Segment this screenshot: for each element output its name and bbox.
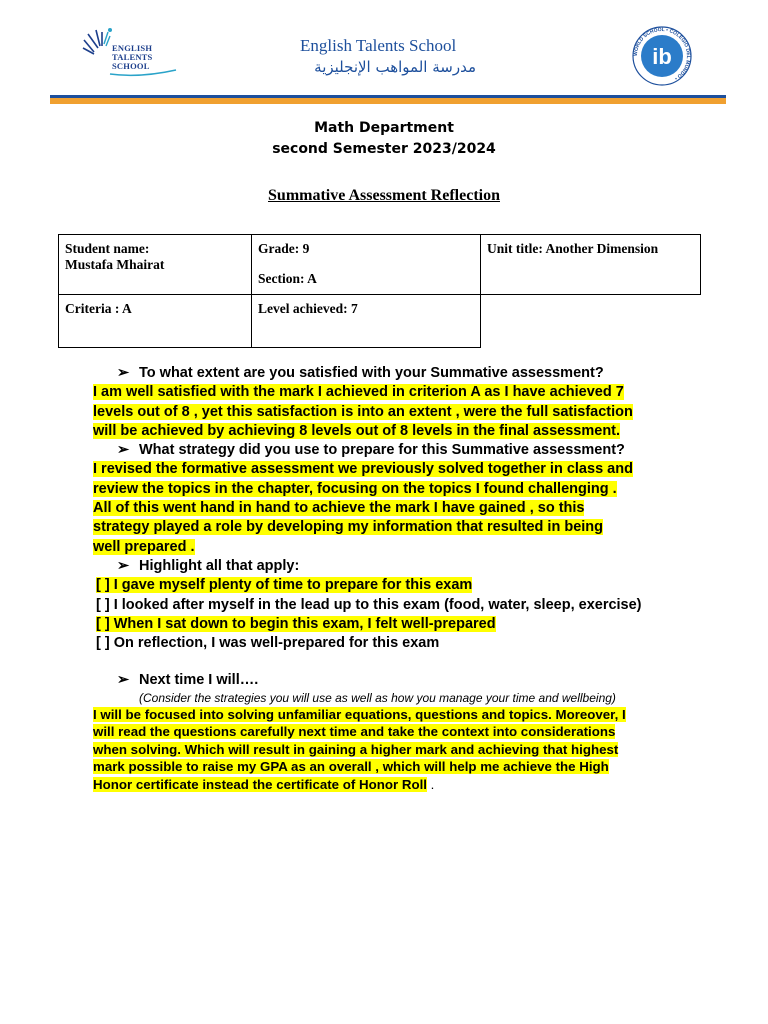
checklist-item[interactable]: [ ] I gave myself plenty of time to prepare for this exam	[96, 577, 473, 594]
empty-cell	[481, 295, 701, 348]
question-note: (Consider the strategies you will use as well as how you manage your time and wellbeing)	[139, 690, 616, 705]
answer-line: All of this went hand in hand to achieve the mark I have gained , so this	[93, 500, 585, 517]
section-value: Section: A	[258, 271, 317, 286]
question-text: Next time I will….	[139, 672, 259, 689]
answer-line: strategy played a role by developing my information that resulted in being	[93, 519, 604, 536]
school-name: English Talents School	[300, 36, 457, 55]
table-row	[59, 235, 701, 295]
ib-ring-text: WORLD SCHOOL • COLEGIO DEL MUNDO •	[632, 26, 692, 82]
question-highlight	[117, 557, 693, 576]
arrow-bullet-icon: ➢	[117, 365, 130, 381]
level-value: Level achieved: 7	[258, 301, 358, 316]
table-row	[59, 295, 701, 348]
school-name-arabic: مدرسة المواهب الإنجليزية	[314, 58, 476, 76]
reflection-body	[93, 364, 693, 793]
logo-text-line: TALENTS	[112, 52, 153, 62]
answer-line: I am well satisfied with the mark I achieved in criterion A as I have achieved 7	[93, 384, 624, 401]
criteria-cell	[59, 295, 252, 348]
answer-line: well prepared .	[93, 538, 195, 555]
logo-text-line: SCHOOL	[112, 61, 150, 71]
answer-satisfaction	[93, 383, 693, 441]
answer-line: I will be focused into solving unfamiliar equations, questions and topics. Moreover, I	[93, 706, 626, 722]
page-header	[0, 0, 768, 110]
level-cell	[252, 295, 481, 348]
question-satisfaction	[117, 364, 693, 383]
answer-line: I revised the formative assessment we previously solved together in class and	[93, 461, 633, 478]
checklist-item[interactable]: [ ] I looked after myself in the lead up to this exam (food, water, sleep, exercise)	[96, 596, 642, 613]
student-name: Mustafa Mhairat	[65, 257, 165, 272]
question-text: Highlight all that apply:	[139, 557, 300, 574]
grade-value: Grade: 9	[258, 241, 310, 256]
arrow-bullet-icon: ➢	[117, 672, 130, 689]
department-heading	[0, 118, 768, 160]
answer-line: when solving. Which will result in gaining a higher mark and achieving that highest	[93, 741, 619, 757]
answer-tail: .	[426, 776, 435, 792]
answer-line: review the topics in the chapter, focusing on the topics I found challenging .	[93, 480, 617, 497]
question-text: To what extent are you satisfied with your Summative assessment?	[139, 365, 604, 381]
arrow-bullet-icon: ➢	[117, 557, 130, 574]
answer-line: will read the questions carefully next time and take the context into considerations	[93, 724, 616, 740]
criteria-value: Criteria : A	[65, 301, 132, 316]
checklist-item[interactable]: [ ] On reflection, I was well-prepared for this exam	[96, 635, 440, 652]
answer-next-time	[93, 706, 693, 794]
arrow-bullet-icon: ➢	[117, 442, 130, 459]
question-strategy	[117, 441, 693, 460]
answer-strategy	[93, 460, 693, 556]
department-name: Math Department	[314, 120, 454, 136]
logo-swoosh-icon	[80, 26, 185, 82]
logo-text-line: ENGLISH	[112, 43, 153, 53]
question-next-time	[117, 671, 693, 690]
semester-label: second Semester 2023/2024	[272, 141, 496, 157]
answer-line: levels out of 8 , yet this satisfaction is into an extent , were the full satisfaction	[93, 403, 633, 420]
student-label: Student name:	[65, 241, 150, 256]
document-title: Summative Assessment Reflection	[268, 187, 500, 204]
ib-letter: ib	[652, 44, 672, 69]
ib-world-school-logo	[626, 26, 698, 86]
unit-title: Unit title: Another Dimension	[487, 241, 659, 256]
student-name-cell	[59, 235, 252, 295]
student-info-table	[58, 234, 701, 348]
ib-logo-icon	[626, 26, 698, 86]
header-rule-orange	[50, 98, 726, 104]
checklist-item[interactable]: [ ] When I sat down to begin this exam, I felt well-prepared	[96, 615, 496, 632]
answer-line: Honor certificate instead the certificate of Honor Roll	[93, 776, 427, 792]
grade-section-cell	[252, 235, 481, 295]
school-logo	[80, 26, 185, 82]
answer-line: will be achieved by achieving 8 levels out of 8 levels in the final assessment.	[93, 422, 621, 439]
answer-line: mark possible to raise my GPA as an overall , which will help me achieve the High	[93, 759, 609, 775]
question-text: What strategy did you use to prepare for this Summative assessment?	[139, 442, 625, 459]
unit-title-cell	[481, 235, 701, 295]
